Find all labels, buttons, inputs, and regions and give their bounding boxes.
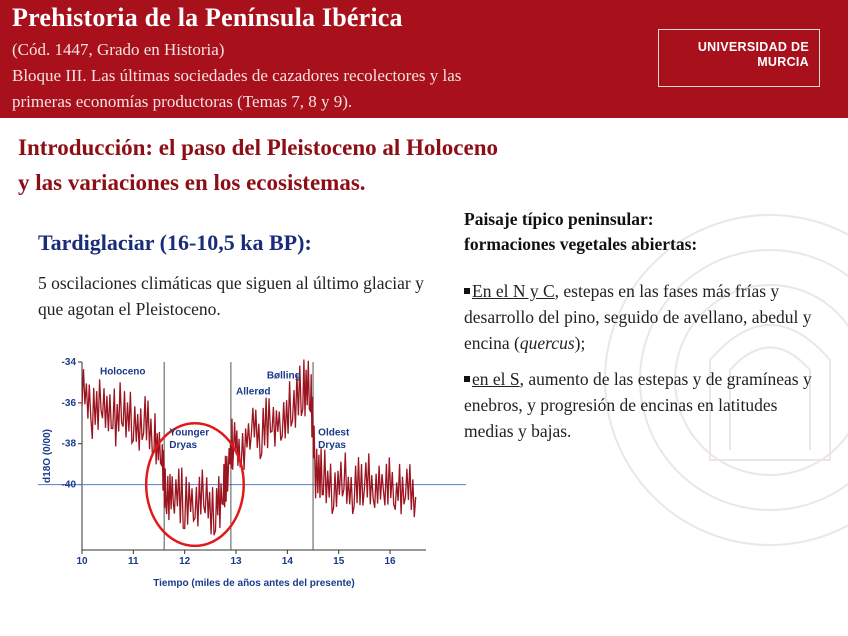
section-title — [18, 130, 498, 200]
x-axis-label: Tiempo (miles de años antes del presente) — [153, 578, 355, 589]
x-tick-label: 10 — [76, 556, 88, 567]
logo-line-1: UNIVERSIDAD DE — [697, 40, 809, 54]
period-label: Holoceno — [99, 366, 146, 378]
y-tick-label: -34 — [61, 357, 76, 368]
landscape-heading — [464, 207, 697, 257]
tardiglaciar-text: 5 oscilaciones climáticas que siguen al último glaciar y que agotan el Pleistoceno. — [38, 273, 424, 319]
y-tick-label: -36 — [61, 397, 76, 409]
bullet-north-center — [464, 278, 824, 356]
y-axis-label: d18O (0/00) — [42, 429, 53, 483]
x-tick-label: 16 — [384, 556, 396, 567]
section-title-line-1: Introducción: el paso del Pleistoceno al Holoceno — [18, 135, 499, 160]
section-title-line-2: y las variaciones en los ecosistemas. — [18, 170, 366, 195]
course-code: (Cód. 1447, Grado en Historia) — [12, 40, 225, 59]
logo-line-2: MURCIA — [757, 55, 809, 69]
period-label: Bølling — [266, 370, 301, 382]
x-tick-label: 15 — [333, 556, 345, 567]
period-label: Younger — [169, 427, 210, 439]
square-bullet-icon — [464, 288, 470, 294]
tardiglaciar-heading: Tardiglaciar (16-10,5 ka BP): — [38, 230, 312, 255]
bullet-2-region: en el S — [472, 369, 520, 389]
period-label: Oldest — [318, 427, 350, 439]
university-logo — [658, 29, 820, 87]
bullet-south — [464, 366, 824, 444]
chart-labels — [42, 357, 396, 589]
y-tick-label: -38 — [61, 438, 76, 450]
bullet-1-text: , estepas en las fases más frías y desarrollo del pino, seguido de avellano, abedul y encina ( — [464, 281, 812, 353]
landscape-heading-line-1: Paisaje típico peninsular: — [464, 209, 654, 229]
x-tick-label: 14 — [281, 556, 293, 567]
oxygen-isotope-chart — [38, 352, 468, 594]
course-title: Prehistoria de la Península Ibérica — [12, 3, 403, 32]
bullet-1-region: En el N y C — [472, 281, 555, 301]
bullet-1-end: ); — [574, 333, 586, 353]
landscape-bullets — [464, 278, 824, 454]
x-tick-label: 11 — [128, 556, 139, 567]
period-label: Dryas — [318, 439, 346, 451]
period-label: Dryas — [169, 439, 198, 451]
x-tick-label: 13 — [230, 556, 242, 567]
bullet-2-text: , aumento de las estepas y de gramíneas y enebros, y progresión de encinas en latitudes medias y bajas. — [464, 369, 812, 441]
x-tick-label: 12 — [179, 556, 191, 567]
bullet-1-italic: quercus — [519, 333, 575, 353]
landscape-heading-line-2: formaciones vegetales abiertas: — [464, 234, 698, 254]
block-line-1: Bloque III. Las últimas sociedades de cazadores recolectores y las — [12, 66, 462, 85]
slide-header — [0, 0, 848, 118]
period-label: Allerød — [236, 386, 271, 398]
block-line-2: primeras economías productoras (Temas 7, 8 y 9). — [12, 92, 353, 111]
y-tick-label: -40 — [61, 479, 76, 491]
